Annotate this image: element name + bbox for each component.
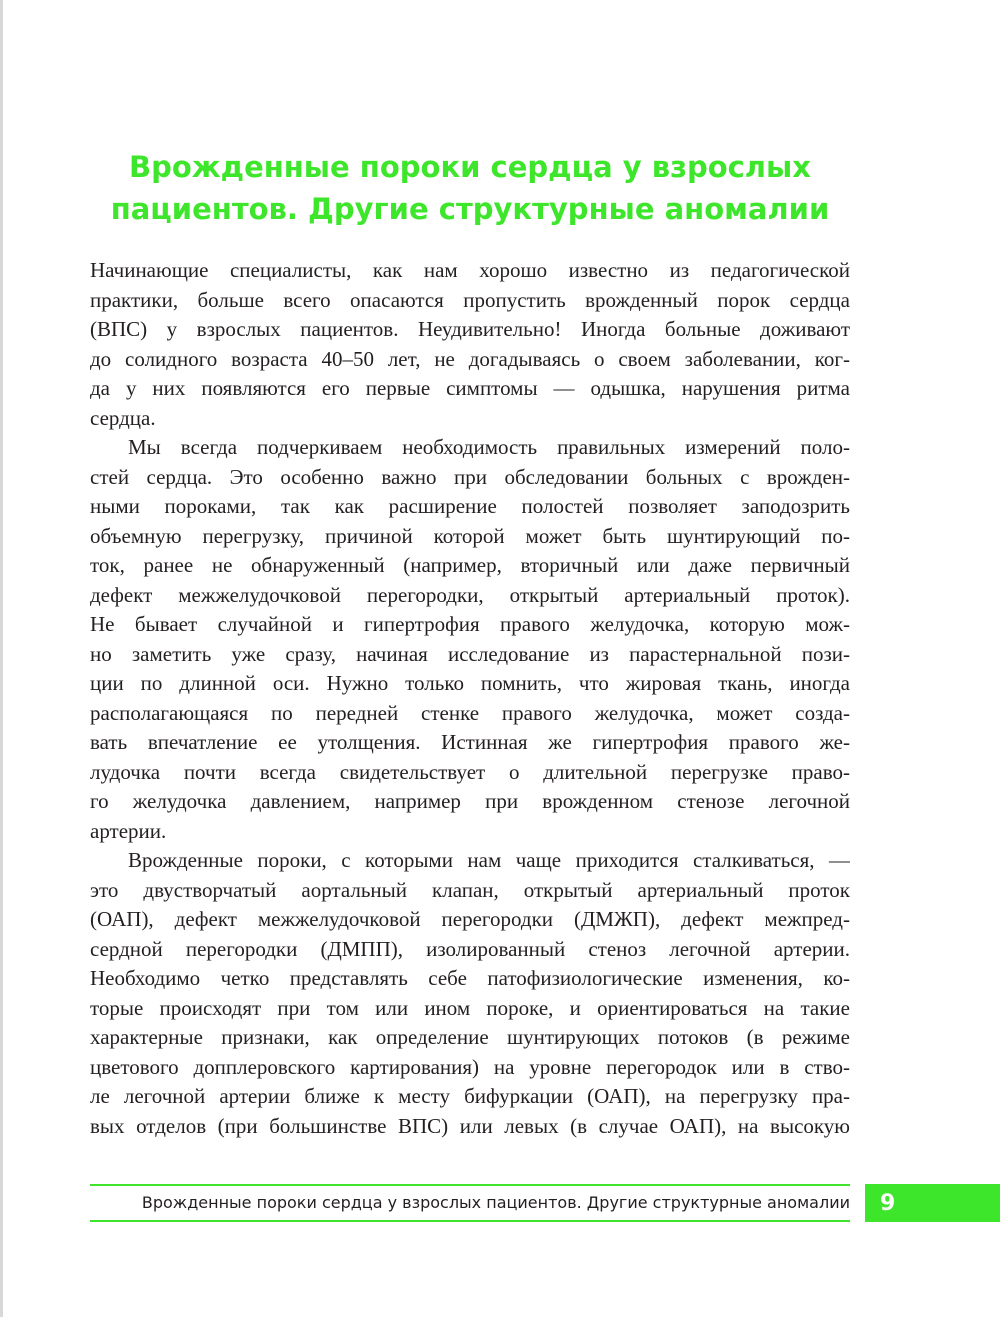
text-line: ции по длинной оси. Нужно только помнить, что жировая ткань, иногда xyxy=(90,671,850,695)
text-line: Врожденные пороки, с которыми нам чаще приходится сталкиваться, — xyxy=(128,848,850,872)
text-line: ными пороками, так как расширение полостей позволяет заподозрить xyxy=(90,494,850,518)
text-line: но заметить уже сразу, начиная исследование из парастернальной пози- xyxy=(90,641,850,666)
text-line: стей сердца. Это особенно важно при обследовании больных с врожден- xyxy=(90,464,850,489)
text-line: ле легочной артерии ближе к месту бифуркации (ОАП), на перегрузку пра- xyxy=(90,1084,850,1108)
text-line: Необходимо четко представлять себе патофизиологические изменения, ко- xyxy=(90,966,850,990)
text-line: го желудочка давлением, например при врожденном стенозе легочной xyxy=(90,789,850,813)
text-line: (ОАП), дефект межжелудочковой перегородки (ДМЖП), дефект межпред- xyxy=(90,907,850,931)
page-edge xyxy=(0,0,3,1317)
paragraph-1 xyxy=(90,256,850,433)
text-line: до солидного возраста 40–50 лет, не догадываясь о своем заболевании, ког- xyxy=(90,346,850,371)
text-line: сердной перегородки (ДМПП), изолированный стеноз легочной артерии. xyxy=(90,936,850,961)
text-line: Начинающие специалисты, как нам хорошо известно из педагогической xyxy=(90,258,850,282)
text-line: да у них появляются его первые симптомы — одышка, нарушения ритма xyxy=(90,376,850,400)
text-line: (ВПС) у взрослых пациентов. Неудивительно! Иногда больные доживают xyxy=(90,317,850,341)
chapter-title xyxy=(90,146,850,230)
text-line: объемную перегрузку, причиной которой может быть шунтирующий по- xyxy=(90,523,850,548)
text-line: цветового допплеровского картирования) на уровне перегородок или в ство- xyxy=(90,1054,850,1079)
footer-rule-bottom xyxy=(90,1220,850,1222)
text-line: ток, ранее не обнаруженный (например, вторичный или даже первичный xyxy=(90,553,850,577)
text-line: лудочка почти всегда свидетельствует о длительной перегрузке право- xyxy=(90,759,850,784)
paragraph-2 xyxy=(90,433,850,846)
text-line: торые происходят при том или ином пороке, и ориентироваться на такие xyxy=(90,995,850,1020)
page-number: 9 xyxy=(880,1191,896,1216)
body-text xyxy=(90,256,850,1141)
text-line: вых отделов (при большинстве ВПС) или левых (в случае ОАП), на высокую xyxy=(90,1113,850,1138)
text-line: Мы всегда подчеркиваем необходимость правильных измерений поло- xyxy=(128,435,850,459)
chapter-title-line-1: Врожденные пороки сердца у взрослых xyxy=(129,150,811,184)
text-line: Не бывает случайной и гипертрофия правого желудочка, которую мож- xyxy=(90,612,850,636)
text-line: дефект межжелудочковой перегородки, открытый артериальный проток). xyxy=(90,582,850,607)
text-line: практики, больше всего опасаются пропустить врожденный порок сердца xyxy=(90,287,850,312)
text-line: сердца. xyxy=(90,405,156,430)
running-footer-title: Врожденные пороки сердца у взрослых пациентов. Другие структурные аномалии xyxy=(141,1193,850,1212)
text-line: располагающаяся по передней стенке правого желудочка, может созда- xyxy=(90,700,850,725)
text-line: это двустворчатый аортальный клапан, открытый артериальный проток xyxy=(90,877,850,902)
text-line: артерии. xyxy=(90,818,167,843)
chapter-title-line-2: пациентов. Другие структурные аномалии xyxy=(110,192,830,226)
text-line: характерные признаки, как определение шунтирующих потоков (в режиме xyxy=(90,1025,850,1049)
text-line: вать впечатление ее утолщения. Истинная же гипертрофия правого же- xyxy=(90,730,850,754)
paragraph-3 xyxy=(90,846,850,1141)
